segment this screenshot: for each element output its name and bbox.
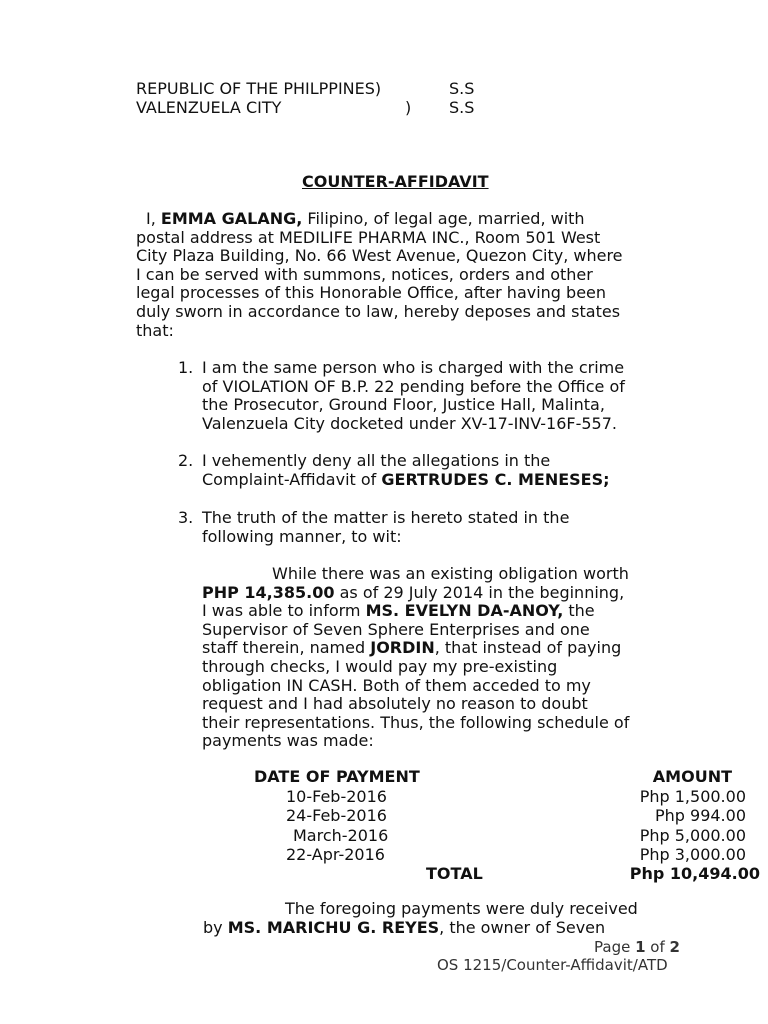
schedule-total-label: TOTAL [426, 864, 483, 884]
intro-line: I can be served with summons, notices, orders and other [136, 264, 593, 284]
document-title: COUNTER-AFFIDAVIT [302, 172, 489, 191]
closing-line-1: The foregoing payments were duly received [285, 899, 638, 918]
closing-line-2: by MS. MARICHU G. REYES, the owner of Seven [203, 918, 606, 937]
schedule-amount: Php 1,500.00 [639, 786, 746, 806]
schedule-date: 22-Apr-2016 [286, 844, 385, 864]
schedule-header-row [236, 768, 760, 787]
caption-line-1 [136, 80, 381, 99]
intro-line: I, EMMA GALANG, Filipino, of legal age, married, with [146, 209, 585, 228]
item-2-text: I vehemently deny all the allegations in the Complaint-Affidavit of GERTRUDES C. MENESES; [202, 451, 610, 489]
item-2-number: 2. [178, 451, 194, 470]
payment-schedule-table [236, 768, 760, 884]
complainant-name: GERTRUDES C. MENESES; [381, 469, 610, 489]
schedule-date: March-2016 [293, 825, 389, 845]
schedule-row [236, 846, 760, 865]
schedule-total-amount: Php 10,494.00 [629, 864, 760, 884]
document-reference: OS 1215/Counter-Affidavit/ATD [437, 956, 668, 974]
owner-name: MS. MARICHU G. REYES [227, 918, 440, 937]
intro-line: legal processes of this Honorable Office, after having been [136, 283, 607, 303]
page-number: Page 1 of 2 [594, 938, 680, 956]
item-1-number: 1. [178, 358, 194, 377]
schedule-row [236, 787, 760, 806]
caption-ss-2: S.S [449, 98, 475, 117]
intro-line: duly sworn in accordance to law, hereby deposes and states [136, 301, 621, 321]
schedule-header-date: DATE OF PAYMENT [254, 767, 420, 787]
schedule-row [236, 826, 760, 845]
intro-line: City Plaza Building, No. 66 West Avenue, Quezon City, where [136, 246, 623, 266]
schedule-amount: Php 994.00 [654, 806, 746, 826]
obligation-amount: PHP 14,385.00 [202, 582, 335, 602]
caption-republic: REPUBLIC OF THE PHILPPINES) [136, 79, 382, 98]
schedule-amount: Php 3,000.00 [639, 844, 746, 864]
intro-paragraph [136, 210, 623, 340]
body-paragraph: While there was an existing obligation worth PHP 14,385.00 as of 29 July 2014 in the beginning, I was able to inform MS. EVELYN DA-ANOY, the Supervisor of Seven Sphere Enterprises and one staff therein, named JORDIN, that instead of paying through checks, I would pay my pre-existing obligation IN CASH. Both of them acceded to my request and I had absolutely no reason to doubt their representations. Thus, the following schedule of payments was made: [202, 564, 630, 751]
caption-paren: ) [405, 98, 412, 117]
affiant-name: EMMA GALANG, [160, 209, 303, 228]
intro-line: postal address at MEDILIFE PHARMA INC., Room 501 West [136, 227, 601, 247]
item-1-text: I am the same person who is charged with the crime of VIOLATION OF B.P. 22 pending before the Office of the Prosecutor, Ground Floor, Justice Hall, Malinta, Valenzuela City docketed under XV-17-INV-16F-557. [202, 358, 625, 433]
caption-ss-1: S.S [449, 79, 475, 98]
schedule-date: 10-Feb-2016 [286, 786, 387, 806]
supervisor-name: MS. EVELYN DA-ANOY, [365, 601, 564, 621]
intro-line: that: [136, 320, 174, 340]
schedule-date: 24-Feb-2016 [286, 806, 387, 826]
staff-name: JORDIN [370, 638, 435, 658]
schedule-row [236, 807, 760, 826]
item-3-text: The truth of the matter is hereto stated in the following manner, to wit: [202, 508, 570, 546]
schedule-total-row [236, 865, 760, 884]
caption-city: VALENZUELA CITY [136, 98, 282, 117]
item-3-number: 3. [178, 508, 194, 527]
schedule-header-amount: AMOUNT [652, 767, 732, 787]
schedule-amount: Php 5,000.00 [639, 825, 746, 845]
